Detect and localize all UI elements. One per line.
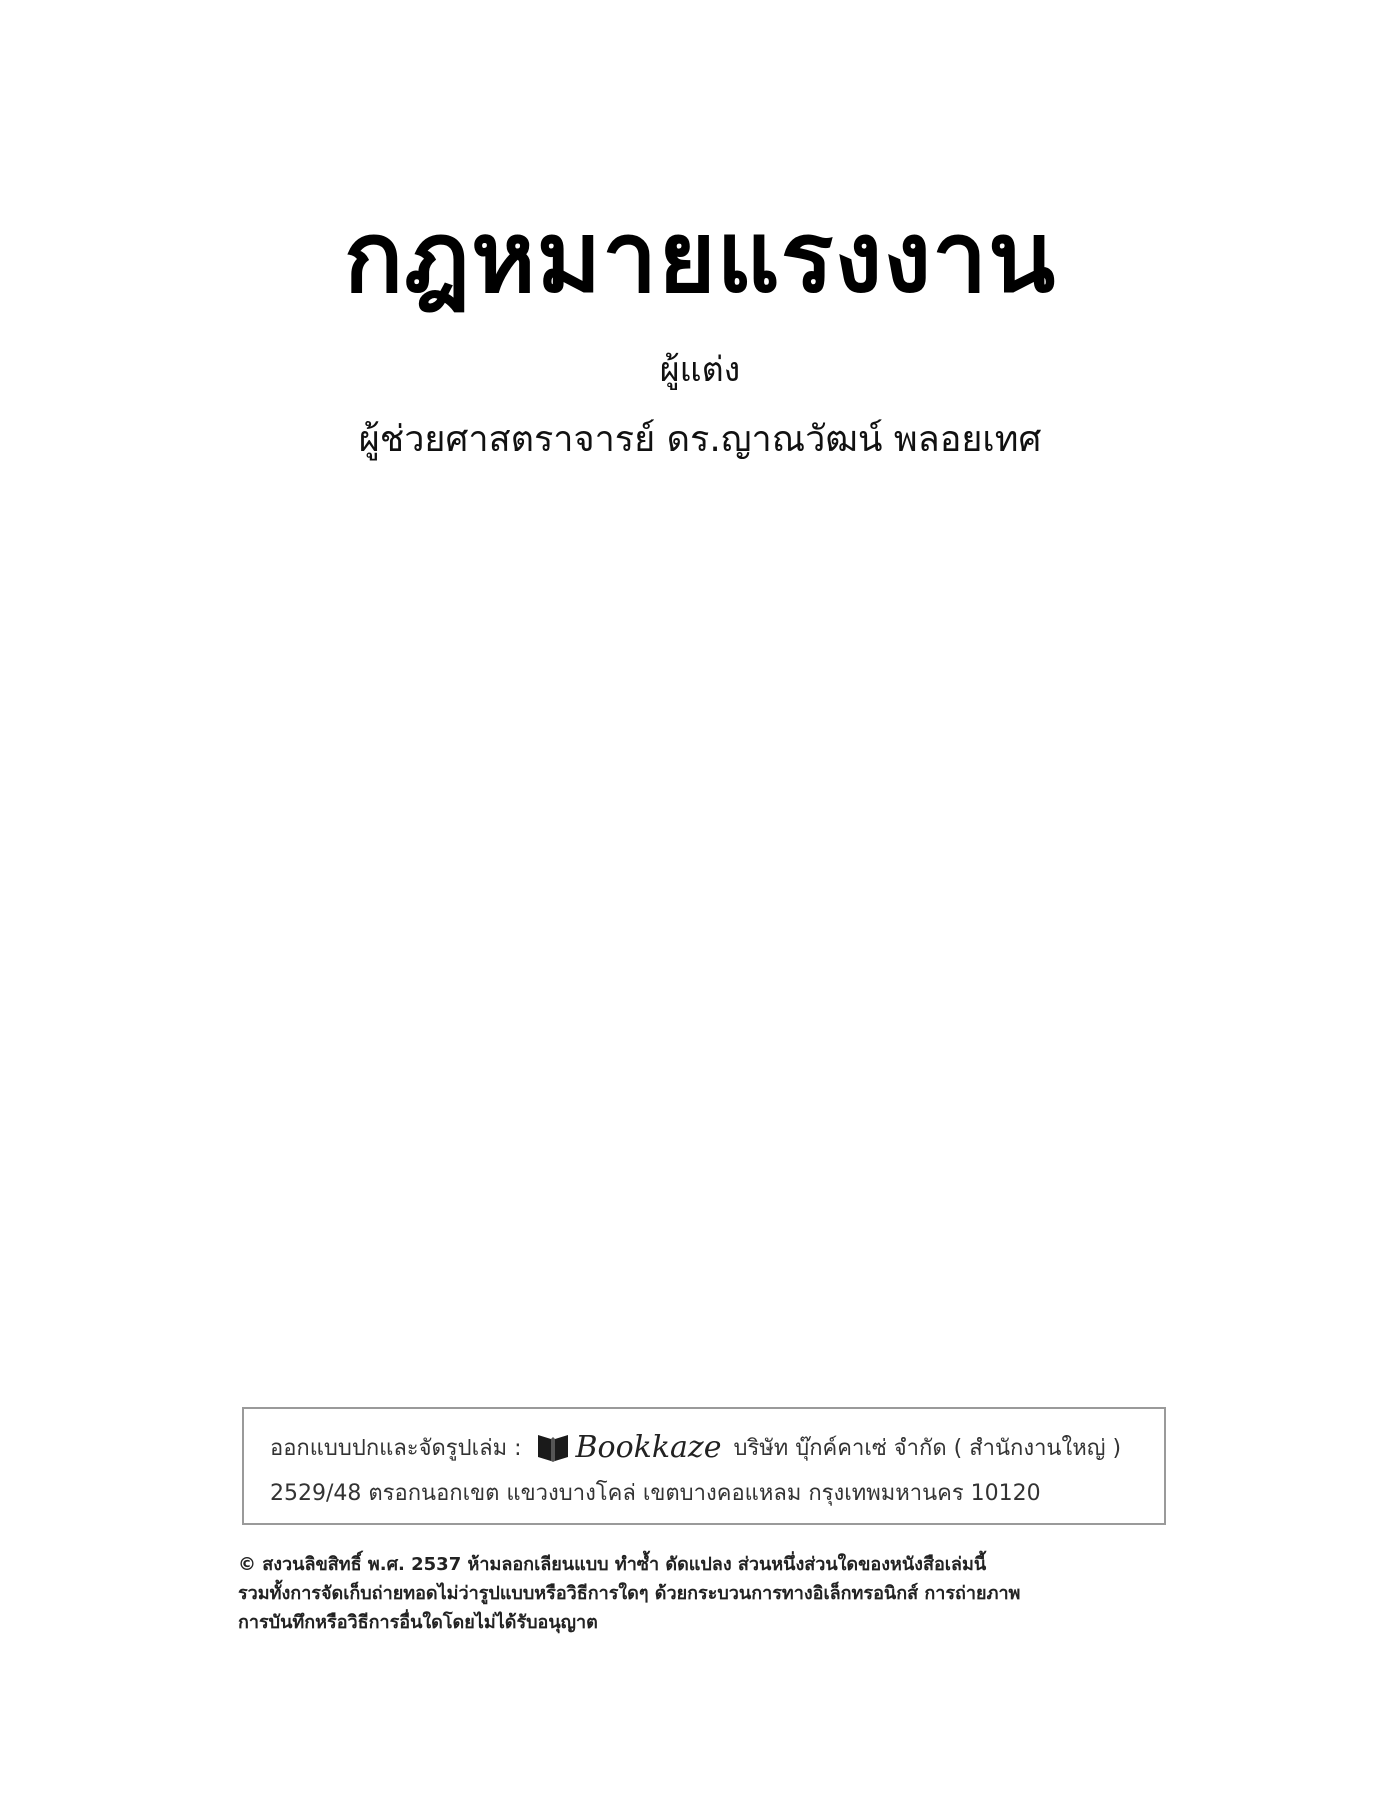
- book-icon: [536, 1431, 570, 1463]
- publisher-line: [270, 1425, 1138, 1469]
- copyright-line: รวมทั้งการจัดเก็บถ่ายทอดไม่ว่ารูปแบบหรือวิธีการใดๆ ด้วยกระบวนการทางอิเล็กทรอนิกส์ การถ่ายภาพ: [238, 1583, 1021, 1604]
- author-name: ผู้ช่วยศาสตราจารย์ ดร.ญาณวัฒน์ พลอยเทศ: [358, 419, 1042, 460]
- logo-text: Bookkaze: [575, 1429, 722, 1465]
- book-title: กฎหมายแรงงาน: [343, 201, 1057, 315]
- bookkaze-logo: [536, 1430, 722, 1465]
- copyright-notice: [238, 1550, 1178, 1637]
- publisher-address: 2529/48 ตรอกนอกเขต แขวงบางโคล่ เขตบางคอแหลม กรุงเทพมหานคร 10120: [270, 1481, 1041, 1506]
- copyright-line: การบันทึกหรือวิธีการอื่นใดโดยไม่ได้รับอนุญาต: [238, 1612, 598, 1633]
- publisher-label: ออกแบบปกและจัดรูปเล่ม :: [270, 1435, 522, 1461]
- publisher-info-box: [242, 1407, 1166, 1525]
- publisher-company: บริษัท บุ๊กค์คาเซ่ จำกัด ( สำนักงานใหญ่ ): [733, 1435, 1122, 1461]
- author-label: ผู้แต่ง: [659, 350, 741, 390]
- copyright-line: © สงวนลิขสิทธิ์ พ.ศ. 2537 ห้ามลอกเลียนแบบ ทำซ้ำ ดัดแปลง ส่วนหนึ่งส่วนใดของหนังสือเล่มนี้: [238, 1554, 987, 1575]
